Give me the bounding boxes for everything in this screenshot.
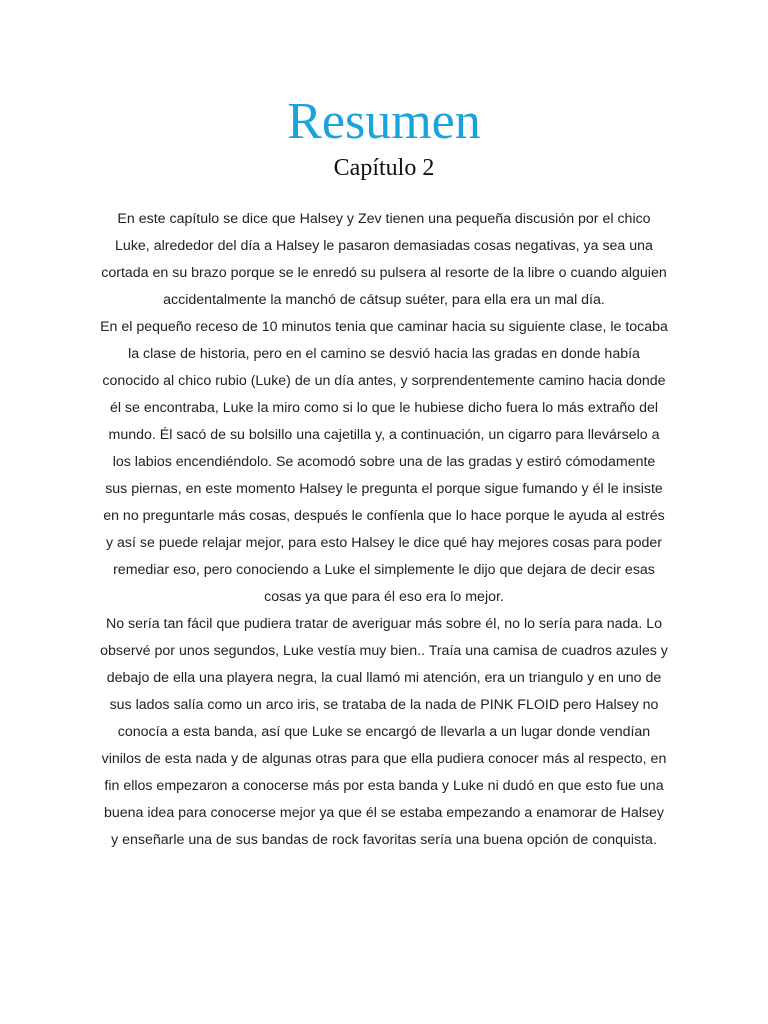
paragraph-3: No sería tan fácil que pudiera tratar de averiguar más sobre él, no lo sería para nada. Lo observé por unos segundos, Luke vestía muy bien.. Traía una camisa de cuadros azules y debajo de ella una playera negra, la cual llamó mi atención, era un triangulo y en uno de sus lados salía como un arco iris, se trataba de la nada de PINK FLOID pero Halsey no conocía a esta banda, así que Luke se encargó de llevarla a un lugar donde vendían vinilos de esta nada y de algunas otras para que ella pudiera conocer más al respecto, en fin ellos empezaron a conocerse más por esta banda y Luke ni dudó en que esto fue una buena idea para conocerse mejor ya que él se estaba empezando a enamorar de Halsey y enseñarle una de sus bandas de rock favoritas sería una buena opción de conquista.	[100, 616, 668, 848]
paragraph-1: En este capítulo se dice que Halsey y Zev tienen una pequeña discusión por el chico Luke, alrededor del día a Halsey le pasaron demasiadas cosas negativas, ya sea una cortada en su brazo porque se le enredó su pulsera al resorte de la libre o cuando alguien accidentalmente la manchó de cátsup suéter, para ella era un mal día.	[101, 211, 667, 308]
document-title: Resumen	[287, 93, 481, 150]
chapter-subtitle: Capítulo 2	[333, 155, 435, 181]
summary-body	[100, 206, 668, 854]
paragraph-2: En el pequeño receso de 10 minutos tenia que caminar hacia su siguiente clase, le tocaba la clase de historia, pero en el camino se desvió hacia las gradas en donde había conocido al chico rubio (Luke) de un día antes, y sorprendentemente camino hacia donde él se encontraba, Luke la miro como si lo que le hubiese dicho fuera lo más extraño del mundo. Él sacó de su bolsillo una cajetilla y, a continuación, un cigarro para llevárselo a los labios encendiéndolo. Se acomodó sobre una de las gradas y estiró cómodamente sus piernas, en este momento Halsey le pregunta el porque sigue fumando y él le insiste en no preguntarle más cosas, después le confíenla que lo hace porque le ayuda al estrés y así se puede relajar mejor, para esto Halsey le dice qué hay mejores cosas para poder remediar eso, pero conociendo a Luke el simplemente le dijo que dejara de decir esas cosas ya que para él eso era lo mejor.	[100, 319, 668, 605]
